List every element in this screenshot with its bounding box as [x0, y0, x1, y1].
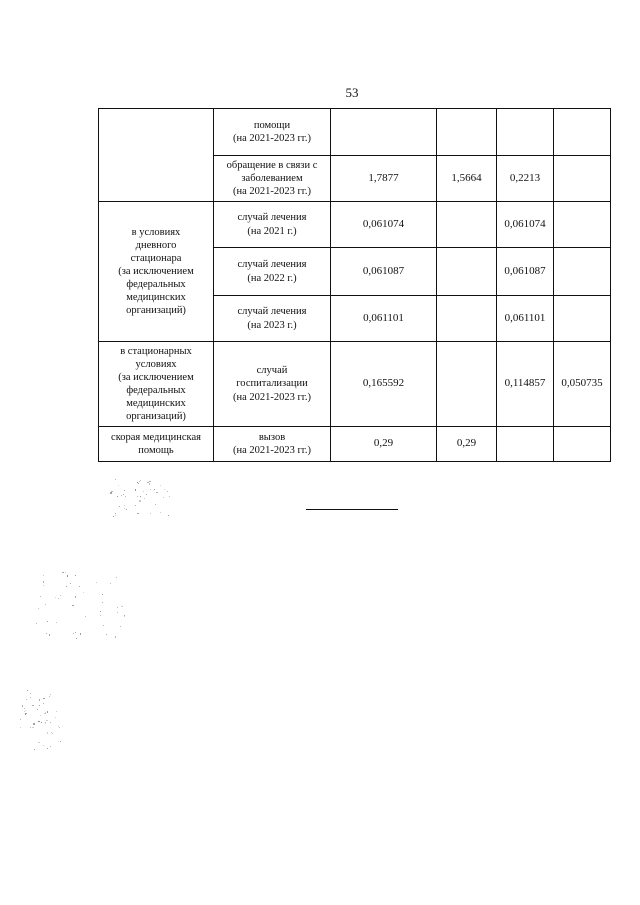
group-cell: в стационарных условиях (за исключением федеральных медицинских организаций) — [99, 342, 214, 427]
value-cell — [437, 202, 497, 248]
value-cell: 0,061101 — [331, 296, 437, 342]
table-row — [99, 202, 611, 248]
unit-cell: обращение в связи с заболеванием (на 2021-2023 гг.) — [214, 156, 331, 202]
value-cell — [497, 427, 554, 462]
scan-noise — [35, 570, 125, 640]
value-cell: 0,165592 — [331, 342, 437, 427]
group-cell: скорая медицинская помощь — [99, 427, 214, 462]
value-cell: 0,2213 — [497, 156, 554, 202]
unit-cell: случай лечения (на 2022 г.) — [214, 248, 331, 296]
table-row — [99, 427, 611, 462]
footer-rule — [306, 509, 398, 510]
value-cell — [554, 202, 611, 248]
value-cell: 1,7877 — [331, 156, 437, 202]
group-cell — [99, 109, 214, 202]
value-cell: 1,5664 — [437, 156, 497, 202]
value-cell: 0,29 — [437, 427, 497, 462]
value-cell — [331, 109, 437, 156]
page-number: 53 — [345, 85, 359, 100]
value-cell: 0,29 — [331, 427, 437, 462]
value-cell — [437, 296, 497, 342]
unit-cell: случай лечения (на 2021 г.) — [214, 202, 331, 248]
unit-cell: случай госпитализации (на 2021-2023 гг.) — [214, 342, 331, 427]
scan-noise — [20, 690, 60, 750]
value-cell: 0,114857 — [497, 342, 554, 427]
table-row — [99, 109, 611, 156]
table-row — [99, 342, 611, 427]
value-cell — [437, 109, 497, 156]
value-cell — [554, 296, 611, 342]
unit-cell: вызов (на 2021-2023 гг.) — [214, 427, 331, 462]
value-cell: 0,061101 — [497, 296, 554, 342]
scan-noise — [110, 478, 170, 518]
value-cell: 0,061074 — [331, 202, 437, 248]
unit-cell: помощи (на 2021-2023 гг.) — [214, 109, 331, 156]
value-cell — [554, 248, 611, 296]
unit-cell: случай лечения (на 2023 г.) — [214, 296, 331, 342]
value-cell: 0,061087 — [331, 248, 437, 296]
data-table — [98, 108, 611, 462]
value-cell — [554, 109, 611, 156]
value-cell — [554, 427, 611, 462]
value-cell — [437, 342, 497, 427]
value-cell: 0,061074 — [497, 202, 554, 248]
value-cell — [437, 248, 497, 296]
value-cell — [497, 109, 554, 156]
group-cell: в условиях дневного стационара (за исключением федеральных медицинских организаций) — [99, 202, 214, 342]
value-cell: 0,050735 — [554, 342, 611, 427]
value-cell: 0,061087 — [497, 248, 554, 296]
value-cell — [554, 156, 611, 202]
